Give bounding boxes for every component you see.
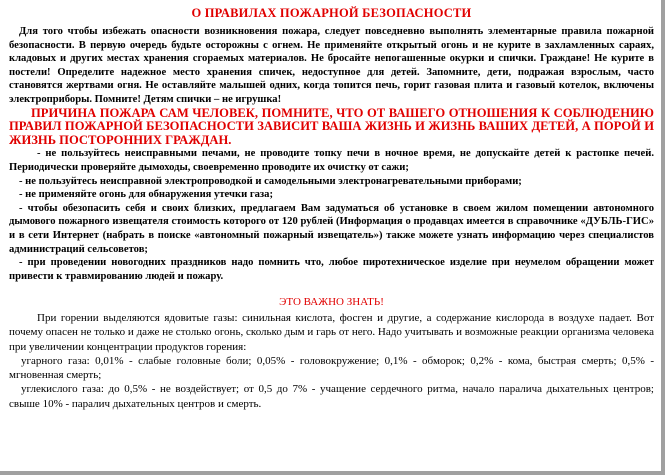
rule-item: - не пользуйтесь неисправными печами, не проводите топку печи в ночное время, не допускайте детей к растопке печей. Периодически проверяйте дымоходы, своевременно проводите их очистку от сажи; [9, 148, 654, 173]
document-title: О ПРАВИЛАХ ПОЖАРНОЙ БЕЗОПАСНОСТИ [191, 6, 472, 20]
rule-item: - чтобы обезопасить себя и своих близких, предлагаем Вам задуматься об установке в своем жилом помещении автономного дымового пожарного извещателя стоимость которого от 120 рублей (Информация о продавцах имеется в справочнике «ДУБЛЬ-ГИС» и в сети Интернет (набрать в поиске «автономный пожарный извещатель») также можете узнать информацию через специалистов администраций сельсоветов; [9, 202, 654, 255]
rule-item: - при проведении новогодних праздников надо помнить что, любое пиротехническое изделие при неумелом обращении может привести к травмированию людей и пожару. [9, 257, 654, 282]
gases-paragraph: При горении выделяются ядовитые газы: синильная кислота, фосген и другие, а содержание кислорода в воздухе падает. Вот почему опасен не только и даже не столько огонь, сколько дым и гарь от него. Надо учитывать и возможные реакции организма человека при увеличении концентрации продуктов горения: [9, 312, 654, 353]
intro-paragraph: Для того чтобы избежать опасности возникновения пожара, следует повседневно выполнять элементарные правила пожарной безопасности. В первую очередь будьте осторожны с огнем. Не применяйте открытый огонь и не курите в захламленных сараях, кладовых и других местах хранения сгораемых материалов. Не бросайте непогашенные окурки и спички. Граждане! Не курите в постели! Определите надежное место хранения спичек, недоступное для детей. Запомните, дети, подражая взрослым, часто становятся жертвами огня. Не оставляйте малышей одних, когда топится печь, горит газовая плита и газовый котелок, включены электроприборы. Помните! Детям спички – не игрушка! [9, 26, 654, 105]
rule-item: - не применяйте огонь для обнаружения утечки газа; [19, 189, 274, 201]
carbon-monoxide-paragraph: угарного газа: 0,01% - слабые головные боли; 0,05% - головокружение; 0,1% - обморок; 0,2% - кома, быстрая смерть; 0,5% - мгновенная смерть; [9, 354, 654, 382]
document-page [9, 6, 654, 411]
section-subtitle: ЭТО ВАЖНО ЗНАТЬ! [279, 296, 384, 309]
warning-paragraph: ПРИЧИНА ПОЖАРА САМ ЧЕЛОВЕК, ПОМНИТЕ, ЧТО ОТ ВАШЕГО ОТНОШЕНИЯ К СОБЛЮДЕНИЮ ПРАВИЛ ПОЖАРНОЙ БЕЗОПАСНОСТИ ЗАВИСИТ ВАША ЖИЗНЬ И ЖИЗНЬ ВАШИХ ДЕТЕЙ, А ПОРОЙ И ЖИЗНЬ ПОСТОРОННИХ ГРАЖДАН. [9, 105, 654, 147]
carbon-dioxide-paragraph: углекислого газа: до 0,5% - не воздействует; от 0,5 до 7% - учащение сердечного ритма, начало паралича дыхательных центров; свыше 10% - паралич дыхательных центров и смерть. [9, 383, 654, 410]
rule-item: - не пользуйтесь неисправной электропроводкой и самодельными электронагревательными приборами; [19, 175, 522, 187]
